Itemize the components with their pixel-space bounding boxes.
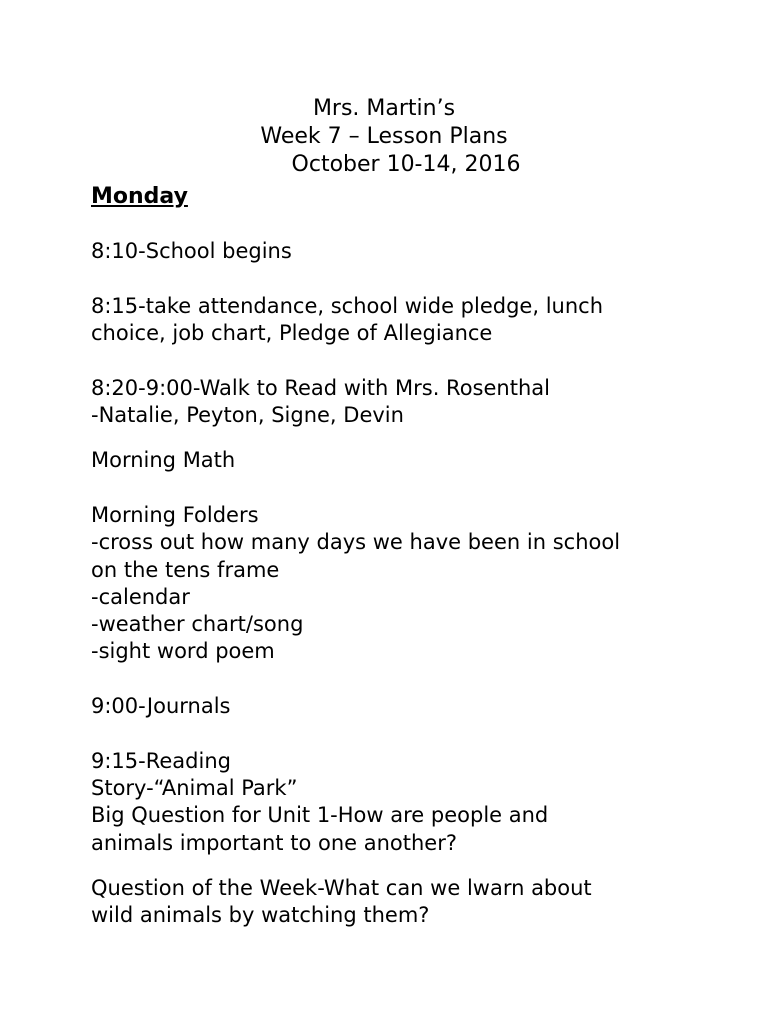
- day-heading: Monday: [91, 184, 188, 209]
- spacer: [91, 429, 711, 447]
- spacer: [91, 720, 711, 747]
- schedule-entry: [91, 375, 711, 430]
- spacer: [91, 475, 711, 502]
- entry-line: animals important to one another?: [91, 830, 457, 855]
- schedule-entry: [91, 693, 711, 720]
- schedule-entry: [91, 293, 711, 348]
- entry-line: Question of the Week-What can we lwarn about: [91, 875, 592, 900]
- schedule-entry: [91, 447, 711, 474]
- entry-line: -calendar: [91, 584, 190, 609]
- entry-line: 9:15-Reading: [91, 748, 231, 773]
- entry-line: Big Question for Unit 1-How are people and: [91, 803, 549, 828]
- schedule-entry: [91, 748, 711, 857]
- entry-line: 8:20-9:00-Walk to Read with Mrs. Rosenthal: [91, 375, 550, 400]
- entry-line: choice, job chart, Pledge of Allegiance: [91, 321, 493, 346]
- date-range: October 10-14, 2016: [291, 152, 521, 177]
- document-header: [0, 95, 768, 179]
- spacer: [91, 347, 711, 374]
- spacer: [91, 266, 711, 293]
- spacer: [91, 211, 711, 238]
- lesson-plan-body: [91, 183, 711, 929]
- entry-line: 8:10-School begins: [91, 239, 292, 264]
- entry-line: wild animals by watching them?: [91, 903, 430, 928]
- entry-line: 8:15-take attendance, school wide pledge, lunch: [91, 293, 603, 318]
- entry-line: on the tens frame: [91, 557, 280, 582]
- entry-line: -Natalie, Peyton, Signe, Devin: [91, 403, 404, 428]
- schedule-entry: [91, 238, 711, 265]
- schedule-entry: [91, 875, 711, 930]
- entry-line: Morning Math: [91, 448, 236, 473]
- spacer: [91, 666, 711, 693]
- teacher-name: Mrs. Martin’s: [312, 96, 456, 121]
- entry-line: Story-“Animal Park”: [91, 775, 298, 800]
- entry-line: 9:00-Journals: [91, 694, 231, 719]
- spacer: [91, 857, 711, 875]
- week-title: Week 7 – Lesson Plans: [260, 124, 508, 149]
- entry-line: Morning Folders: [91, 502, 259, 527]
- schedule-entry: [91, 502, 711, 666]
- entry-line: -weather chart/song: [91, 612, 304, 637]
- entry-line: -cross out how many days we have been in school: [91, 530, 621, 555]
- entry-line: -sight word poem: [91, 639, 275, 664]
